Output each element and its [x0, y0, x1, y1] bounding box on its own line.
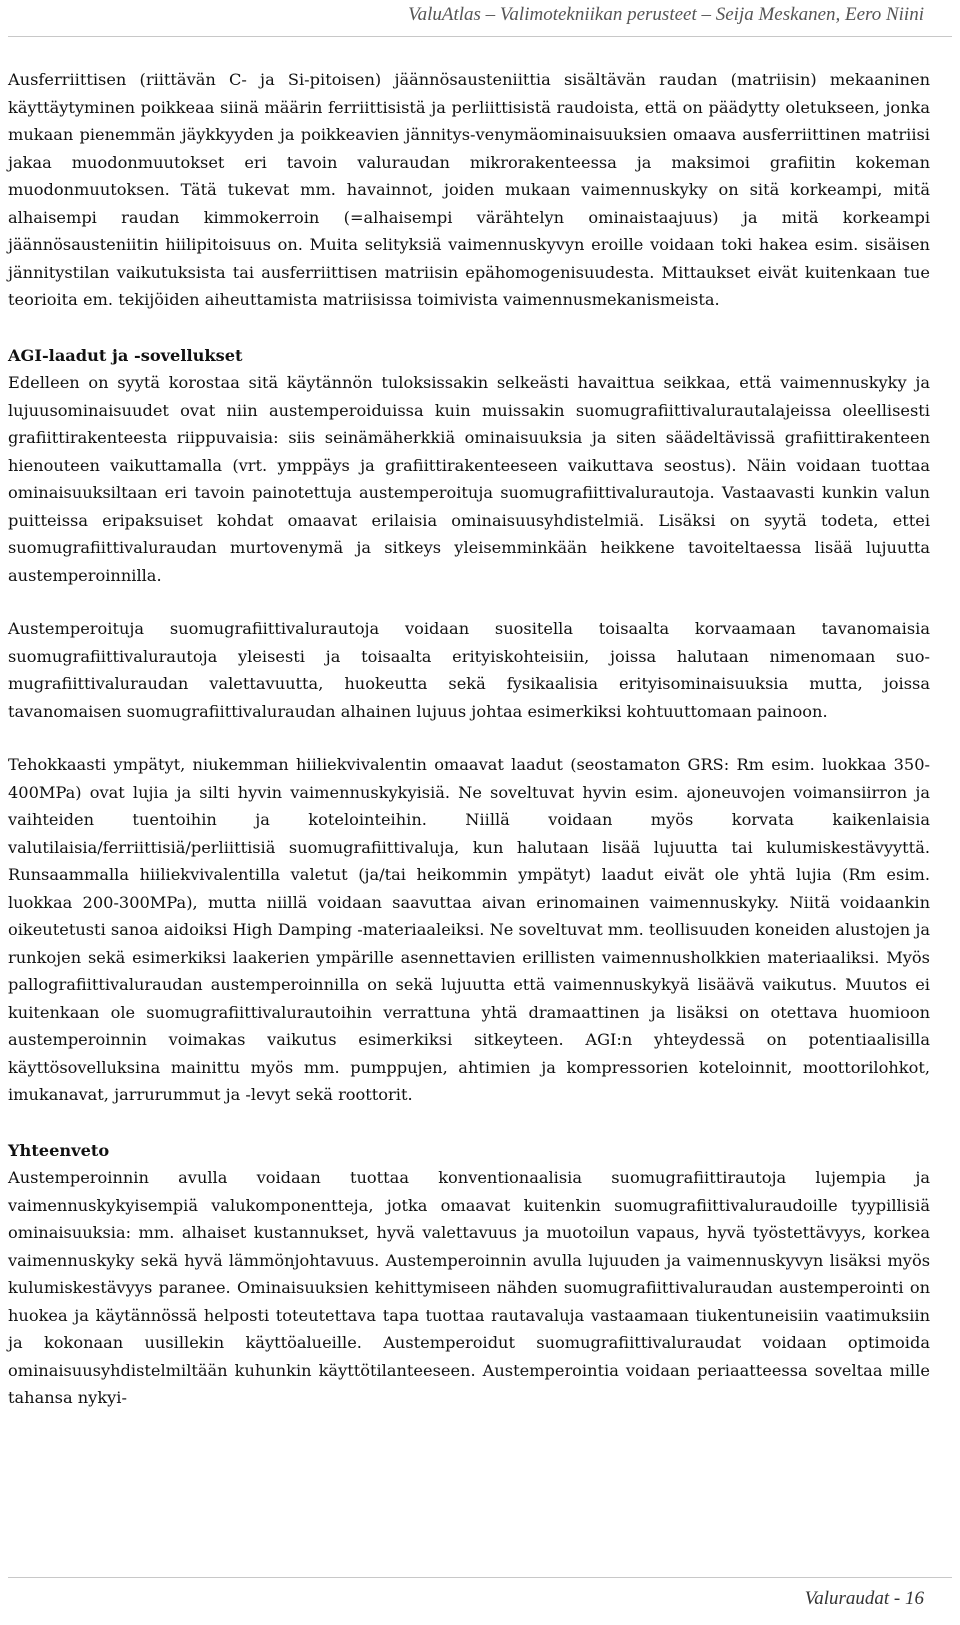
document-body [8, 66, 930, 1412]
agi-paragraph-1: Edelleen on syytä korostaa sitä käytännön tuloksissakin selkeästi havaittua seikkaa, että vaimennuskyky ja lujuusominaisuudet ovat niin austemperoiduissa kuin muissakin suomugrafiittivalurautalajeissa oleellisesti grafiittirakenteesta riippuvaisia: siis seinämäherkkiä ominaisuuksia ja siten säädeltävissä grafiittirakenteen hienouteen vaikuttamalla (vrt. ymppäys ja grafiittirakenteeseen vaikuttava seostus). Näin voidaan tuottaa ominaisuuksiltaan eri tavoin painotettuja austemperoituja suomugrafiittivalurautoja. Vastaavasti kunkin valun puitteissa eripaksuiset kohdat omaavat erilaisia ominaisuusyhdistelmiä. Lisäksi on syytä todeta, ettei suomugrafiittivaluraudan murtovenymä ja sitkeys yleisemminkään heikkene tavoiteltaessa lisää lujuutta austemperoinnilla. [8, 373, 930, 585]
agi-paragraph-2: Austemperoituja suomugrafiittivalurautoja voidaan suositella toisaalta korvaamaan tavanomaisia suomugrafiittivalurautoja yleisesti ja toisaalta erityiskohteisiin, joissa halutaan nimenomaan suomugrafiittivaluraudan valettavuutta, huokeutta sekä fysikaalisia erityisominaisuuksia mutta, joissa tavanomaisen suomugrafiittivaluraudan alhainen lujuus johtaa esimerkiksi kohtuuttomaan painoon. [8, 619, 930, 721]
footer-divider [8, 1577, 952, 1578]
running-header: ValuAtlas – Valimotekniikan perusteet – Seija Meskanen, Eero Niini [408, 4, 924, 25]
section-heading-summary: Yhteenveto [8, 1140, 110, 1160]
summary-paragraph: Austemperoinnin avulla voidaan tuottaa konventionaalisia suomugrafiittirautoja lujempia ja vaimennuskykyisempiä valukomponentteja, jotka omaavat kuitenkin suomugrafiittivaluraudoille tyypillisiä ominaisuuksia: mm. alhaiset kustannukset, hyvä valettavuus ja muotoilun vapaus, hyvä työstettävyys, korkea vaimennuskyky sekä hyvä lämmönjohtavuus. Austemperoinnin avulla lujuuden ja vaimennuskyvyn lisäksi myös kulumiskestävyys paranee. Ominaisuuksien kehittymiseen nähden suomugrafiittivaluraudan austemperointi on huokea ja käytännössä helposti toteutettava tapa tuottaa rautavaluja vastaamaan tiukentuneisiin vaatimuksiin ja kokonaan uusillekin käyttöalueille. Austemperoidut suomugrafiittivaluraudat voidaan optimoida ominaisuusyhdistelmiltään kuhunkin käyttötilanteeseen. Austemperointia voidaan periaatteessa soveltaa mille tahansa nykyi- [8, 1168, 930, 1407]
intro-paragraph: Ausferriittisen (riittävän C- ja Si-pitoisen) jäännösausteniittia sisältävän raudan (matriisin) mekaaninen käyttäytyminen poikkeaa siinä määrin ferriittisistä ja perliittisistä raudoista, että on päädytty oletukseen, jonka mukaan pienemmän jäykkyyden ja poikkeavien jännitys-venymäominaisuuksien omaava ausferriittinen matriisi jakaa muodonmuutokset eri tavoin valuraudan mikrorakenteessa ja maksimoi grafiitin kokeman muodonmuutoksen. Tätä tukevat mm. havainnot, joiden mukaan vaimennuskyky on sitä korkeampi, mitä alhaisempi raudan kimmokerroin (=alhaisempi värähtelyn ominaistaajuus) ja mitä korkeampi jäännösausteniitin hiilipitoisuus on. Muita selityksiä vaimennuskyvyn eroille voidaan toki hakea esim. sisäisen jännitystilan vaikutuksista tai ausferriittisen matriisin epähomogenisuudesta. Mittaukset eivät kuitenkaan tue teorioita em. tekijöiden aiheuttamista matriisissa toimivista vaimennusmekanismeista. [8, 70, 930, 309]
header-divider [8, 36, 952, 37]
section-heading-agi: AGI-laadut ja -sovellukset [8, 345, 243, 365]
agi-paragraph-3: Tehokkaasti ympätyt, niukemman hiiliekvivalentin omaavat laadut (seostamaton GRS: Rm esim. luokkaa 350-400MPa) ovat lujia ja silti hyvin vaimennuskykyisiä. Ne soveltuvat hyvin esim. ajoneuvojen voimansiirron ja vaihteiden tuentoihin ja kotelointeihin. Niillä voidaan myös korvata kaikenlaisia valutilaisia/ferriittisiä/perliittisiä suomugrafiittivaluja, kun halutaan lisää lujuutta tai kulumiskestävyyttä. Runsaammalla hiiliekvivalentilla valetut (ja/tai heikommin ympätyt) laadut eivät ole yhtä lujia (Rm esim. luokkaa 200-300MPa), mutta niillä voidaan saavuttaa aivan erinomainen vaimennuskyky. Niitä voidaankin oikeutetusti sanoa aidoiksi High Damping -materiaaleiksi. Ne soveltuvat mm. teollisuuden koneiden alustojen ja runkojen sekä esimerkiksi laakerien ympärille asennettavien erillisten vaimennusholkkien materiaaliksi. Myös pallografiittivaluraudan austemperoinnilla on sekä lujuutta että vaimennuskykyä lisäävä vaikutus. Muutos ei kuitenkaan ole suomugrafiittivalurautoihin verrattuna yhtä dramaattinen ja lisäksi on otettava huomioon austemperoinnin voimakas vaikutus esimerkiksi sitkeyteen. AGI:n yhteydessä on potentiaalisilla käyttösovelluksina mainittu myös mm. pumppujen, ahtimien ja kompressorien koteloinnit, moottorilohkot, imukanavat, jarrurummut ja -levyt sekä roottorit. [8, 755, 930, 1104]
page-number: Valuraudat - 16 [804, 1588, 924, 1609]
